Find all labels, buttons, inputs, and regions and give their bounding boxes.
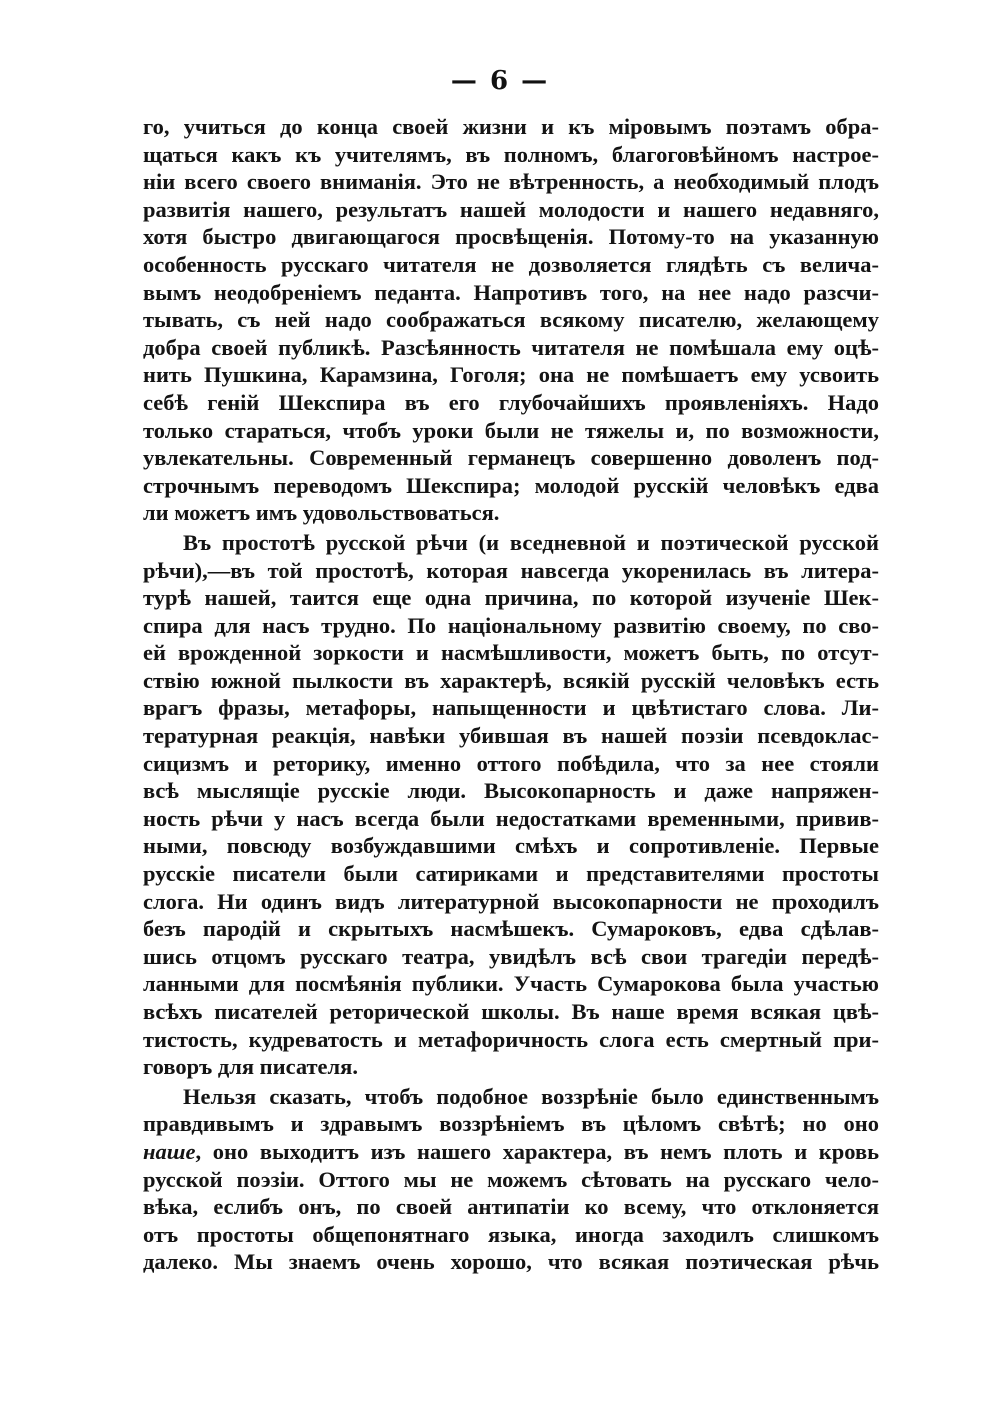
text-line: го, учиться до конца своей жизни и къ міровымъ поэтамъ обра-: [143, 114, 879, 139]
text-line: щаться какъ къ учителямъ, въ полномъ, благоговѣйномъ настрое-: [143, 141, 879, 167]
text-line: развитія нашего, результатъ нашей молодости и нашего недавняго,: [143, 196, 879, 222]
text-line: спира для насъ трудно. По національному развитію своему, по сво-: [143, 612, 879, 638]
text-line: особенность русскаго читателя не дозволяется глядѣть съ велича-: [143, 251, 879, 277]
text-line: нить Пушкина, Карамзина, Гоголя; она не помѣшаетъ ему усвоить: [143, 362, 879, 388]
text-line: ей врожденной зоркости и насмѣшливости, можетъ быть, по отсут-: [143, 640, 879, 666]
paragraph-2: [143, 529, 879, 1081]
text-line: говоръ для писателя.: [143, 1054, 358, 1080]
text-line: сицизмъ и реторику, именно оттого побѣдила, что за нее стояли: [143, 750, 879, 776]
text-line: отъ простоты общепонятнаго языка, иногда заходилъ слишкомъ: [143, 1221, 879, 1247]
text-line italic-line: наше, оно выходитъ изъ нашего характера, въ немъ плоть и кровь: [143, 1138, 879, 1164]
text-line: тистость, кудреватость и метафоричность слога есть смертный при-: [143, 1026, 879, 1052]
text-line: слога. Ни одинъ видъ литературной высокопарности не проходилъ: [143, 888, 879, 914]
text-line: ность рѣчи у насъ всегда были недостатками временными, привив-: [143, 805, 879, 831]
text-line: всѣхъ писателей реторической школы. Въ наше время всякая цвѣ-: [143, 999, 879, 1024]
text-line: себѣ геній Шекспира въ его глубочайшихъ проявленіяхъ. Надо: [143, 389, 879, 415]
page-body-text: [143, 113, 879, 1276]
text-line: тывать, съ ней надо соображаться всякому писателю, желающему: [143, 307, 879, 333]
text-line: русскіе писатели были сатириками и представителями простоты: [143, 861, 879, 887]
text-line: Въ простотѣ русской рѣчи (и вседневной и поэтической русской: [183, 529, 879, 555]
paragraph-3: [143, 1083, 879, 1276]
text-line: строчнымъ переводомъ Шекспира; молодой русскій человѣкъ едва: [143, 472, 879, 498]
text-line: далеко. Мы знаемъ очень хорошо, что всякая поэтическая рѣчь: [143, 1249, 879, 1275]
text-line: только стараться, чтобъ уроки были не тяжелы и, по возможности,: [143, 417, 879, 443]
page-number: — 6 —: [450, 66, 550, 96]
text-line: Нельзя сказать, чтобъ подобное воззрѣніе было единственнымъ: [183, 1083, 879, 1109]
text-line: ніи всего своего вниманія. Это не вѣтренность, а необходимый плодъ: [143, 169, 879, 195]
text-line: правдивымъ и здравымъ воззрѣніемъ въ цѣломъ свѣтѣ; но оно: [143, 1111, 879, 1137]
text-line: ными, повсюду возбуждавшими смѣхъ и сопротивленіе. Первые: [143, 833, 879, 859]
text-line: ствію южной пылкости въ характерѣ, всякій русскій человѣкъ есть: [143, 667, 879, 693]
emphasized-word: наше: [143, 1138, 196, 1164]
text-line: ли можетъ имъ удовольствоваться.: [143, 500, 500, 526]
text-line: турѣ нашей, таится еще одна причина, по которой изученіе Шек-: [143, 585, 879, 611]
text-line: хотя быстро двигающагося просвѣщенія. Потому-то на указанную: [143, 224, 879, 250]
text-line: русской поэзіи. Оттого мы не можемъ сѣтовать на русскаго чело-: [143, 1166, 879, 1192]
text-line: вѣка, еслибъ онъ, по своей антипатіи ко всему, что отклоняется: [143, 1194, 879, 1220]
text-line: шись отцомъ русскаго театра, увидѣлъ всѣ свои трагедіи передѣ-: [143, 943, 879, 969]
text-line: рѣчи),—въ той простотѣ, которая навсегда укоренилась въ литера-: [143, 557, 879, 583]
text-line: увлекательны. Современный германецъ совершенно доволенъ под-: [143, 445, 879, 471]
text-line: ланными для посмѣянія публики. Участь Сумарокова была участью: [143, 971, 879, 997]
text-line: вымъ неодобреніемъ педанта. Напротивъ того, на нее надо разсчи-: [143, 279, 879, 305]
text-line: безъ пародій и скрытыхъ насмѣшекъ. Сумароковъ, едва сдѣлав-: [143, 916, 879, 942]
text-line: врагъ фразы, метафоры, напыщенности и цвѣтистаго слова. Ли-: [143, 695, 879, 721]
text-line: добра своей публикѣ. Разсѣянность читателя не помѣшала ему оцѣ-: [143, 334, 879, 360]
text-line: тературная реакція, навѣки убившая въ нашей поэзіи псевдоклас-: [143, 723, 879, 749]
paragraph-1: [143, 113, 879, 527]
text-line: всѣ мыслящіе русскіе люди. Высокопарность и даже напряжен-: [143, 778, 879, 804]
